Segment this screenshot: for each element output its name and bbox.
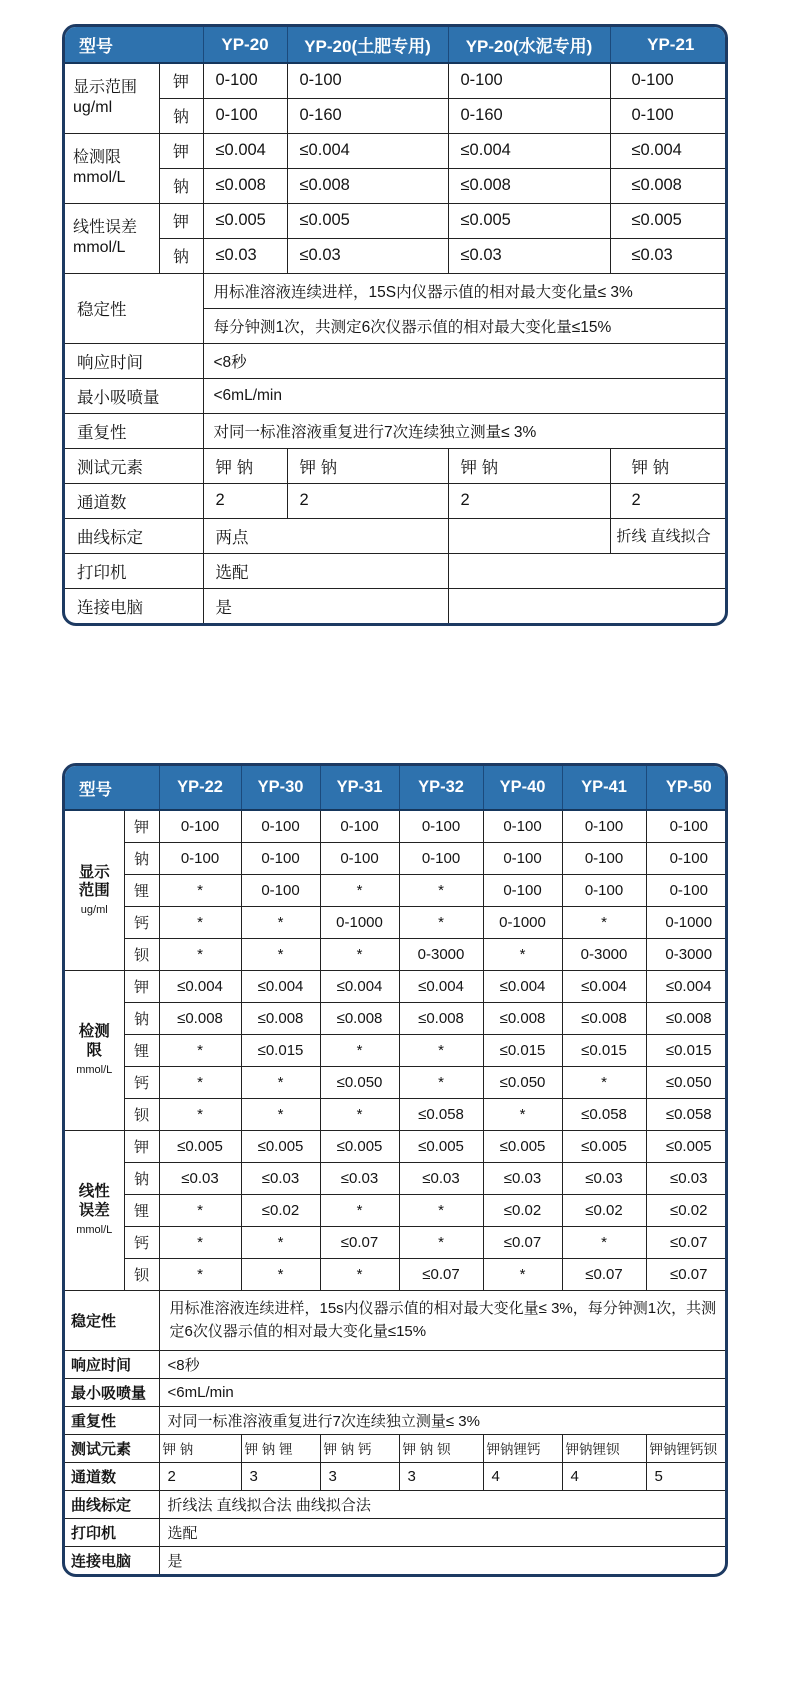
spec-value: ≤0.005 [203, 203, 287, 238]
table-row [65, 168, 728, 203]
table-row [65, 1518, 728, 1546]
spec-value: ≤0.03 [320, 1162, 399, 1194]
spec-value: 0-100 [159, 810, 241, 842]
spec-value: * [399, 1226, 483, 1258]
spec-value: 0-3000 [646, 938, 728, 970]
table-row [65, 378, 728, 413]
model-header: YP-30 [241, 766, 320, 810]
spec-value: * [399, 1066, 483, 1098]
spec-value: * [241, 1226, 320, 1258]
model-header: YP-21 [610, 27, 728, 63]
element-label: 钾 [159, 133, 203, 168]
spec-value: * [562, 1066, 646, 1098]
row-label-test-elements: 测试元素 [65, 448, 203, 483]
spec-value: ≤0.008 [646, 1002, 728, 1034]
spec-value: ≤0.07 [399, 1258, 483, 1290]
element-label: 钠 [124, 842, 159, 874]
table-row [65, 1350, 728, 1378]
element-label: 钾 [124, 970, 159, 1002]
spec-value: ≤0.02 [562, 1194, 646, 1226]
stability-line1: 用标准溶液连续进样，15S内仪器示值的相对最大变化量≤ 3% [203, 273, 728, 308]
spec-value: ≤0.03 [448, 238, 610, 273]
element-label: 钡 [124, 938, 159, 970]
model-header: YP-20(水泥专用) [448, 27, 610, 63]
spec-value: * [241, 1098, 320, 1130]
spec-value: * [241, 1066, 320, 1098]
spec-value: ≤0.03 [483, 1162, 562, 1194]
spec-value: ≤0.005 [320, 1130, 399, 1162]
model-header: YP-40 [483, 766, 562, 810]
row-label-channels: 通道数 [65, 1462, 159, 1490]
spec-value: ≤0.015 [646, 1034, 728, 1066]
spec-value: * [159, 1098, 241, 1130]
spec-value: 0-100 [448, 63, 610, 98]
spec-value: ≤0.004 [159, 970, 241, 1002]
element-label: 锂 [124, 1034, 159, 1066]
table-row [65, 1406, 728, 1434]
spec-value: ≤0.03 [241, 1162, 320, 1194]
spec-value: ≤0.008 [448, 168, 610, 203]
spec-value: * [399, 1194, 483, 1226]
spec-value: 折线法 直线拟合法 曲线拟合法 [159, 1490, 728, 1518]
spec-value: 0-1000 [646, 906, 728, 938]
model-header: YP-50 [646, 766, 728, 810]
spec-value: 钾 钠 [159, 1434, 241, 1462]
model-header-label: 型号 [65, 27, 203, 63]
spec-value: 2 [610, 483, 728, 518]
spec-value: * [483, 1098, 562, 1130]
row-label-repeatability: 重复性 [65, 1406, 159, 1434]
group-label-linearity-error [65, 1130, 124, 1290]
spec-value: 选配 [159, 1518, 728, 1546]
spec-value: ≤0.005 [610, 203, 728, 238]
table-row [65, 1162, 728, 1194]
spec-value: ≤0.050 [646, 1066, 728, 1098]
spec-value: 0-100 [562, 874, 646, 906]
row-label-channels: 通道数 [65, 483, 203, 518]
group-label-detection-limit [65, 970, 124, 1130]
group-label-text: 检测限 [73, 149, 122, 166]
spec-value: ≤0.050 [320, 1066, 399, 1098]
spec-value: <8秒 [159, 1350, 728, 1378]
spec-value: ≤0.004 [610, 133, 728, 168]
spec-value: ≤0.07 [320, 1226, 399, 1258]
empty-cell [448, 588, 728, 623]
spec-value: ≤0.008 [241, 1002, 320, 1034]
model-header: YP-22 [159, 766, 241, 810]
spec-value: ≤0.008 [320, 1002, 399, 1034]
spec-value: 4 [562, 1462, 646, 1490]
spec-value: 钾钠锂钙 [483, 1434, 562, 1462]
spec-value: <8秒 [203, 343, 728, 378]
spec-value: 0-100 [646, 810, 728, 842]
spec-value: 0-100 [159, 842, 241, 874]
spec-value: 0-100 [287, 63, 448, 98]
spec-value: 2 [287, 483, 448, 518]
spec-value: 钾 钠 [610, 448, 728, 483]
spec-value: ≤0.07 [646, 1226, 728, 1258]
group-label-text: 显示范围 [73, 79, 138, 97]
element-label: 钙 [124, 1226, 159, 1258]
spec-value: ≤0.005 [562, 1130, 646, 1162]
table-row [65, 98, 728, 133]
spec-value: ≤0.005 [159, 1130, 241, 1162]
spec-value: ≤0.03 [159, 1162, 241, 1194]
spec-value: ≤0.004 [483, 970, 562, 1002]
spec-value: ≤0.058 [562, 1098, 646, 1130]
table-row [65, 1194, 728, 1226]
row-label-curve-calibration: 曲线标定 [65, 1490, 159, 1518]
table-row [65, 483, 728, 518]
spec-value: ≤0.050 [483, 1066, 562, 1098]
spec-value: * [399, 1034, 483, 1066]
spec-value: 0-100 [646, 874, 728, 906]
spec-value: ≤0.005 [646, 1130, 728, 1162]
spec-value: ≤0.03 [610, 238, 728, 273]
spec-value: ≤0.03 [287, 238, 448, 273]
spec-value: * [320, 1034, 399, 1066]
row-label-response-time: 响应时间 [65, 1350, 159, 1378]
spec-value: ≤0.005 [241, 1130, 320, 1162]
spec-value: 折线 直线拟合 [610, 518, 728, 553]
table-row [65, 133, 728, 168]
table-row [65, 842, 728, 874]
group-label-text: 线性误差 [73, 219, 138, 236]
model-header: YP-32 [399, 766, 483, 810]
spec-value: 0-160 [448, 98, 610, 133]
spec-value: 0-100 [203, 98, 287, 133]
spec-value: 0-100 [241, 874, 320, 906]
spec-value: ≤0.03 [399, 1162, 483, 1194]
group-unit: mmol/L [76, 1063, 113, 1076]
spec-value: * [241, 906, 320, 938]
spec-value: 0-100 [320, 842, 399, 874]
spec-value: * [159, 906, 241, 938]
spec-value: 钾钠锂钡 [562, 1434, 646, 1462]
spec-value: * [159, 874, 241, 906]
spec-value: * [159, 1194, 241, 1226]
spec-value: 钾 钠 锂 [241, 1434, 320, 1462]
spec-value: 是 [203, 588, 448, 623]
spec-value: 3 [320, 1462, 399, 1490]
group-label-text: 限 [86, 1041, 102, 1059]
spec-value: ≤0.004 [646, 970, 728, 1002]
spec-value: * [159, 1258, 241, 1290]
spec-value: ≤0.07 [562, 1258, 646, 1290]
spec-value: ≤0.03 [562, 1162, 646, 1194]
spec-value: 是 [159, 1546, 728, 1574]
spec-value: * [483, 938, 562, 970]
element-label: 锂 [124, 874, 159, 906]
table-row [65, 553, 728, 588]
group-unit: mmol/L [73, 239, 126, 256]
table-row [65, 1490, 728, 1518]
spec-value: 2 [448, 483, 610, 518]
row-label-repeatability: 重复性 [65, 413, 203, 448]
spec-value: 0-100 [241, 842, 320, 874]
spec-value: * [159, 1226, 241, 1258]
element-label: 钠 [124, 1002, 159, 1034]
element-label: 钙 [124, 906, 159, 938]
spec-value: * [320, 1194, 399, 1226]
spec-value: 0-100 [399, 842, 483, 874]
spec-value: 0-100 [483, 874, 562, 906]
spec-value: 0-100 [203, 63, 287, 98]
spec-value: ≤0.058 [646, 1098, 728, 1130]
table-row [65, 874, 728, 906]
row-label-test-elements: 测试元素 [65, 1434, 159, 1462]
table-row [65, 906, 728, 938]
spec-value: ≤0.015 [241, 1034, 320, 1066]
spec-value: * [562, 1226, 646, 1258]
spec-value: 钾 钠 钙 [320, 1434, 399, 1462]
spec-value: ≤0.004 [320, 970, 399, 1002]
table2-header-row [65, 766, 728, 810]
element-label: 钠 [124, 1162, 159, 1194]
table-row [65, 1434, 728, 1462]
element-label: 钡 [124, 1258, 159, 1290]
table-row [65, 1130, 728, 1162]
spec-value: ≤0.004 [203, 133, 287, 168]
model-header-label: 型号 [65, 766, 159, 810]
spec-value: ≤0.02 [646, 1194, 728, 1226]
spec-value: 0-100 [646, 842, 728, 874]
group-label-text: 显示 [78, 863, 110, 881]
table-row [65, 1546, 728, 1574]
element-label: 钠 [159, 238, 203, 273]
table-row [65, 518, 728, 553]
spec-value: ≤0.005 [399, 1130, 483, 1162]
spec-value: * [399, 906, 483, 938]
spec-value: 0-160 [287, 98, 448, 133]
group-label-display-range [65, 63, 159, 133]
spec-value: 0-100 [483, 842, 562, 874]
spec-value: ≤0.015 [562, 1034, 646, 1066]
element-label: 钡 [124, 1098, 159, 1130]
model-header: YP-20(土肥专用) [287, 27, 448, 63]
table-row [65, 1226, 728, 1258]
spec-value: 4 [483, 1462, 562, 1490]
spec-value: ≤0.008 [562, 1002, 646, 1034]
spec-value: 0-3000 [562, 938, 646, 970]
spec-value: ≤0.07 [483, 1226, 562, 1258]
element-label: 锂 [124, 1194, 159, 1226]
spec-value: ≤0.058 [399, 1098, 483, 1130]
spec-value: ≤0.02 [241, 1194, 320, 1226]
group-unit: mmol/L [73, 169, 126, 186]
spec-value: * [399, 874, 483, 906]
spec-value: 3 [241, 1462, 320, 1490]
stability-text: 用标准溶液连续进样，15s内仪器示值的相对最大变化量≤ 3%，每分钟测1次，共测定6次仪器示值的相对最大变化量≤15% [159, 1290, 728, 1350]
group-label-detection-limit [65, 133, 159, 203]
row-label-stability: 稳定性 [65, 273, 203, 343]
spec-value: 0-3000 [399, 938, 483, 970]
spec-value: 0-100 [320, 810, 399, 842]
row-label-printer: 打印机 [65, 1518, 159, 1546]
spec-value: ≤0.015 [483, 1034, 562, 1066]
spec-value [448, 518, 610, 553]
group-label-text: 检测 [78, 1023, 110, 1041]
group-unit: ug/ml [73, 99, 113, 117]
spec-value: 0-100 [610, 63, 728, 98]
spec-value: 3 [399, 1462, 483, 1490]
spec-value: 0-100 [562, 810, 646, 842]
spec-value: ≤0.004 [448, 133, 610, 168]
table-row [65, 588, 728, 623]
spec-value: * [241, 1258, 320, 1290]
table-row [65, 1462, 728, 1490]
spec-value: ≤0.008 [287, 168, 448, 203]
group-label-text: 范围 [78, 882, 110, 900]
spec-value: * [562, 906, 646, 938]
spec-value: ≤0.008 [159, 1002, 241, 1034]
spec-table-yp20-series [62, 24, 728, 626]
element-label: 钠 [159, 168, 203, 203]
table-row [65, 1378, 728, 1406]
spec-value: 0-1000 [320, 906, 399, 938]
table-row [65, 63, 728, 98]
table-row [65, 1034, 728, 1066]
row-label-printer: 打印机 [65, 553, 203, 588]
spec-value: 钾 钠 [287, 448, 448, 483]
spec-value: 5 [646, 1462, 728, 1490]
spec-value: 2 [203, 483, 287, 518]
spec-value: ≤0.008 [483, 1002, 562, 1034]
spec-value: * [320, 938, 399, 970]
spec-value: * [159, 938, 241, 970]
row-label-stability: 稳定性 [65, 1290, 159, 1350]
spec-value: 2 [159, 1462, 241, 1490]
spec-value: ≤0.008 [399, 1002, 483, 1034]
element-label: 钾 [159, 203, 203, 238]
spec-value: ≤0.02 [483, 1194, 562, 1226]
table-row [65, 273, 728, 308]
spec-table-yp22-yp50 [62, 763, 728, 1577]
spec-value: * [320, 1098, 399, 1130]
group-label-display-range [65, 810, 124, 970]
table-row [65, 1098, 728, 1130]
group-unit: mmol/L [76, 1223, 113, 1236]
model-header: YP-41 [562, 766, 646, 810]
group-unit: ug/ml [80, 903, 108, 916]
spec-value: 钾 钠 [448, 448, 610, 483]
spec-value: 0-100 [610, 98, 728, 133]
table1-header-row [65, 27, 728, 63]
row-label-min-aspiration: 最小吸喷量 [65, 1378, 159, 1406]
spec-value: 钾钠锂钙钡 [646, 1434, 728, 1462]
row-label-response-time: 响应时间 [65, 343, 203, 378]
spec-value: 两点 [203, 518, 448, 553]
table-row [65, 810, 728, 842]
table-row [65, 970, 728, 1002]
spec-value: * [159, 1066, 241, 1098]
spec-value: ≤0.004 [241, 970, 320, 1002]
spec-value: * [320, 1258, 399, 1290]
model-header: YP-31 [320, 766, 399, 810]
spec-value: * [320, 874, 399, 906]
spec-value: ≤0.008 [203, 168, 287, 203]
row-label-pc-connection: 连接电脑 [65, 588, 203, 623]
group-label-linearity-error [65, 203, 159, 273]
spec-value: 对同一标准溶液重复进行7次连续独立测量≤ 3% [203, 413, 728, 448]
element-label: 钙 [124, 1066, 159, 1098]
spec-value: 对同一标准溶液重复进行7次连续独立测量≤ 3% [159, 1406, 728, 1434]
spec-value: * [483, 1258, 562, 1290]
spec-value: 0-1000 [483, 906, 562, 938]
element-label: 钾 [159, 63, 203, 98]
spec-value: ≤0.005 [483, 1130, 562, 1162]
table-row [65, 1002, 728, 1034]
spec-value: 钾 钠 钡 [399, 1434, 483, 1462]
table-row [65, 1258, 728, 1290]
row-label-min-aspiration: 最小吸喷量 [65, 378, 203, 413]
spec-value: ≤0.03 [646, 1162, 728, 1194]
spec-value: ≤0.004 [399, 970, 483, 1002]
table-row [65, 343, 728, 378]
spec-value: * [159, 1034, 241, 1066]
spec-value: <6mL/min [159, 1378, 728, 1406]
spec-value: <6mL/min [203, 378, 728, 413]
element-label: 钾 [124, 1130, 159, 1162]
spec-value: 0-100 [241, 810, 320, 842]
table-row [65, 938, 728, 970]
spec-value: 钾 钠 [203, 448, 287, 483]
table-row [65, 1066, 728, 1098]
spec-value: ≤0.005 [448, 203, 610, 238]
spec-value: ≤0.005 [287, 203, 448, 238]
table-row [65, 413, 728, 448]
stability-line2: 每分钟测1次，共测定6次仪器示值的相对最大变化量≤15% [203, 308, 728, 343]
group-label-text: 线性 [78, 1183, 110, 1201]
spec-value: ≤0.004 [287, 133, 448, 168]
element-label: 钾 [124, 810, 159, 842]
table-row [65, 238, 728, 273]
spec-value: 0-100 [562, 842, 646, 874]
group-label-text: 误差 [78, 1201, 110, 1219]
spec-value: ≤0.03 [203, 238, 287, 273]
spec-value: ≤0.004 [562, 970, 646, 1002]
spec-value: 0-100 [483, 810, 562, 842]
row-label-curve-calibration: 曲线标定 [65, 518, 203, 553]
table-row [65, 203, 728, 238]
spec-value: * [241, 938, 320, 970]
table-row [65, 1290, 728, 1350]
spec-value: 选配 [203, 553, 448, 588]
model-header: YP-20 [203, 27, 287, 63]
spec-value: ≤0.07 [646, 1258, 728, 1290]
spec-value: ≤0.008 [610, 168, 728, 203]
row-label-pc-connection: 连接电脑 [65, 1546, 159, 1574]
table-row [65, 448, 728, 483]
element-label: 钠 [159, 98, 203, 133]
spec-value: 0-100 [399, 810, 483, 842]
empty-cell [448, 553, 728, 588]
